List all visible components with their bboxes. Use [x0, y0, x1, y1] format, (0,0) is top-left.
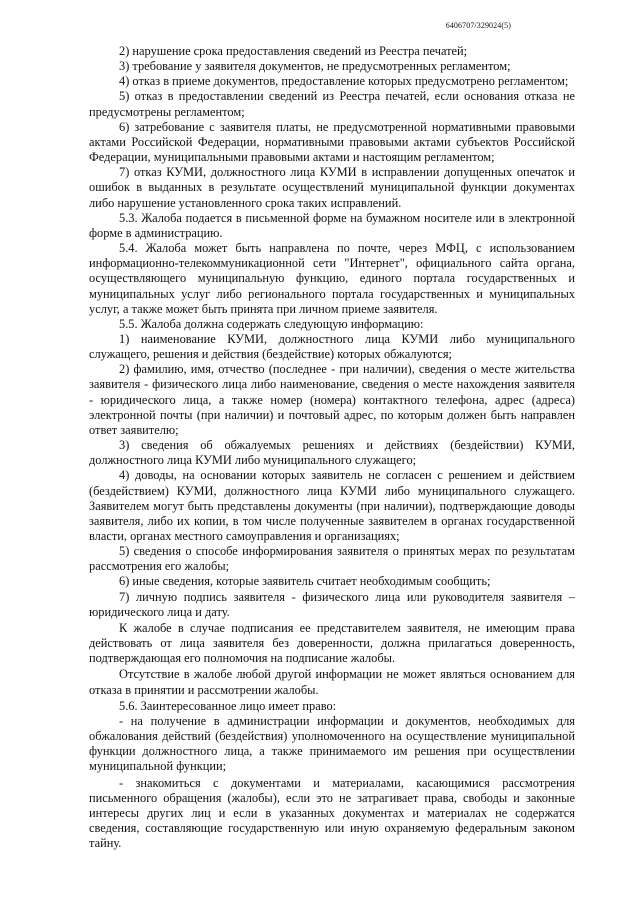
paragraph: 6) затребование с заявителя платы, не предусмотренной нормативными правовыми актами Российской Федерации, нормативными правовыми актами субъектов Российской Федерации, муниципальными правовыми актами и настоящим регламентом;: [89, 119, 575, 165]
paragraph: 4) отказ в приеме документов, предоставление которых предусмотрено регламентом;: [119, 74, 569, 89]
paragraph: - знакомиться с документами и материалами, касающимися рассмотрения письменного обращения (жалобы), если это не затрагивает права, свободы и законные интересы других лиц и если в указанных документах и материалах не содержатся сведения, составляющие государственную или иную охраняемую федеральным законом тайну.: [89, 775, 575, 851]
page-code: 6406707/329024(5): [445, 21, 511, 30]
paragraph: 3) требование у заявителя документов, не предусмотренных регламентом;: [119, 59, 511, 74]
paragraph: 5.3. Жалоба подается в письменной форме на бумажном носителе или в электронной форме в администрацию.: [89, 210, 575, 240]
paragraph: 2) нарушение срока предоставления сведений из Реестра печатей;: [119, 44, 468, 58]
paragraph: 5.5. Жалоба должна содержать следующую информацию:: [119, 316, 424, 331]
paragraph: 5) отказ в предоставлении сведений из Реестра печатей, если основания отказа не предусмотрены регламентом;: [89, 89, 575, 119]
paragraph: 6) иные сведения, которые заявитель считает необходимым сообщить;: [119, 574, 491, 589]
paragraph: 7) отказ КУМИ, должностного лица КУМИ в исправлении допущенных опечаток и ошибок в выданных в результате осуществлений муниципальной функции документах либо нарушение установленного срока таких исправлений.: [89, 165, 575, 210]
paragraph: - на получение в администрации информации и документов, необходимых для обжалования действий (бездействия) уполномоченного на осуществление муниципальной функции должностного лица, а также принимаемого им решения при осуществлении муниципальной функции;: [89, 713, 575, 774]
paragraph: 7) личную подпись заявителя - физического лица или руководителя заявителя – юридического лица и дату.: [89, 589, 575, 619]
paragraph: 5.4. Жалоба может быть направлена по почте, через МФЦ, с использованием информационно-телекоммуникационной сети "Интернет", официального сайта органа, осуществляющего муниципальную функцию, единого портала государственных и муниципальных услуг либо регионального портала государственных и муниципальных услуг, а также может быть принята при личном приеме заявителя.: [89, 241, 575, 316]
paragraph: 5) сведения о способе информирования заявителя о принятых мерах по результатам рассмотрения его жалобы;: [89, 544, 575, 574]
paragraph: К жалобе в случае подписания ее представителем заявителя, не имеющим права действовать от лица заявителя без доверенности, должна прилагаться доверенность, подтверждающая его полномочия на подписание жалобы.: [89, 620, 575, 666]
paragraph: 2) фамилию, имя, отчество (последнее - при наличии), сведения о месте жительства заявителя - физического лица либо наименование, сведения о месте нахождения заявителя - юридического лица, а также номер (номера) контактного телефона, адрес (адреса) электронной почты (при наличии) и почтовый адрес, по которым должен быть направлен ответ заявителю;: [89, 362, 575, 437]
paragraph: 5.6. Заинтересованное лицо имеет право:: [119, 698, 337, 713]
paragraph: 3) сведения об обжалуемых решениях и действиях (бездействии) КУМИ, должностного лица КУМИ либо муниципального служащего;: [89, 438, 575, 468]
paragraph: 1) наименование КУМИ, должностного лица КУМИ либо муниципального служащего, решения и действия (бездействие) которых обжалуются;: [89, 331, 575, 362]
paragraph: 4) доводы, на основании которых заявитель не согласен с решением и действием (бездействием) КУМИ, должностного лица КУМИ либо муниципального служащего. Заявителем могут быть представлены документы (при наличии), подтверждающие доводы заявителя, либо их копии, в том числе полученные заявителем в органах государственной власти, органах местного самоуправления и организациях;: [89, 468, 575, 543]
paragraph: Отсутствие в жалобе любой другой информации не может являться основанием для отказа в принятии и рассмотрении жалобы.: [89, 667, 575, 697]
document-body: [89, 44, 575, 851]
